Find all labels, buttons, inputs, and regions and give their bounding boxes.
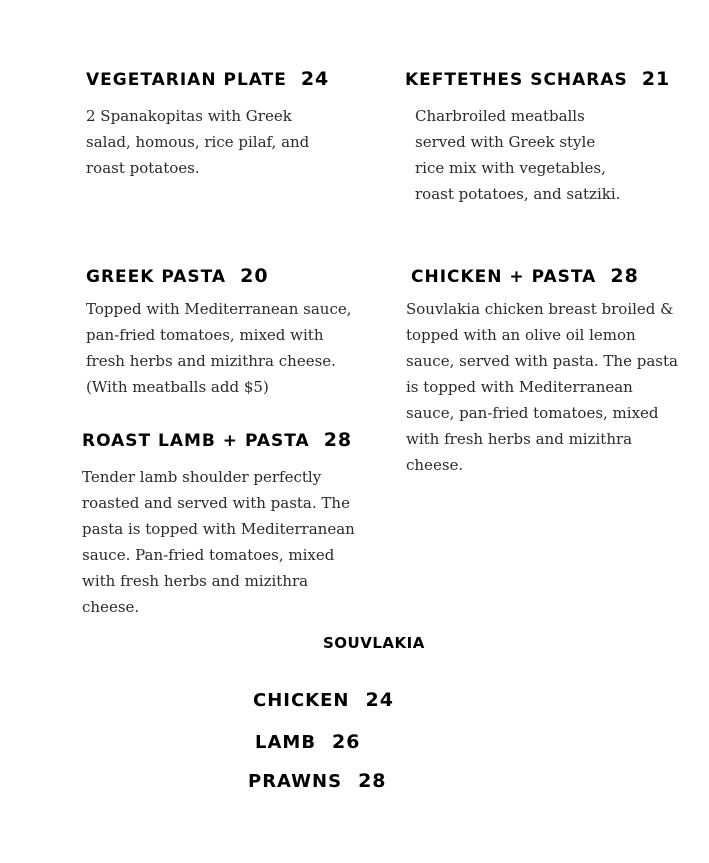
- dish-description: 2 Spanakopitas with Greek salad, homous, rice pilaf, and roast potatoes.: [86, 107, 310, 177]
- dish-title-keftethes-scharas: [405, 68, 670, 91]
- souvlakia-item-lamb: [255, 730, 361, 755]
- souvlakia-item-name: PRAWNS: [248, 771, 343, 792]
- dish-description: Tender lamb shoulder perfectly roasted and served with pasta. The pasta is topped with Mediterranean sauce. Pan-fried tomatoes, mixed with fresh herbs and mizithra cheese.: [82, 468, 355, 616]
- souvlakia-item-name: CHICKEN: [253, 690, 350, 711]
- souvlakia-item-chicken: [253, 688, 394, 713]
- dish-title-vegetarian-plate: [86, 68, 329, 91]
- souvlakia-item-prawns: [248, 769, 387, 794]
- dish-title-chicken-pasta: [411, 265, 639, 288]
- dish-name: KEFTETHES SCHARAS: [405, 70, 628, 90]
- dish-name: CHICKEN + PASTA: [411, 267, 597, 287]
- dish-description: Topped with Mediterranean sauce, pan-fried tomatoes, mixed with fresh herbs and mizithra cheese. (With meatballs add $5): [86, 300, 352, 396]
- souvlakia-item-name: LAMB: [255, 732, 317, 753]
- dish-price: 20: [240, 265, 269, 287]
- dish-description: Charbroiled meatballs served with Greek style rice mix with vegetables, roast potatoes, and satziki.: [415, 107, 621, 203]
- dish-price: 28: [610, 265, 639, 287]
- souvlakia-item-price: 28: [358, 770, 387, 792]
- dish-price: 21: [641, 68, 671, 90]
- dish-price: 28: [323, 429, 353, 451]
- souvlakia-item-price: 26: [332, 731, 361, 753]
- souvlakia-item-price: 24: [365, 689, 394, 711]
- dish-name: VEGETARIAN PLATE: [86, 70, 287, 90]
- dish-title-greek-pasta: [86, 265, 269, 288]
- dish-price: 24: [300, 68, 330, 90]
- dish-description: Souvlakia chicken breast broiled & topped with an olive oil lemon sauce, served with pasta. The pasta is topped with Mediterranean sauce, pan-fried tomatoes, mixed with fresh herbs and mizithra cheese.: [406, 300, 678, 474]
- section-title-souvlakia: SOUVLAKIA: [323, 634, 425, 652]
- dish-name: ROAST LAMB + PASTA: [82, 431, 310, 451]
- dish-name: GREEK PASTA: [86, 267, 227, 287]
- dish-title-roast-lamb-pasta: [82, 429, 352, 452]
